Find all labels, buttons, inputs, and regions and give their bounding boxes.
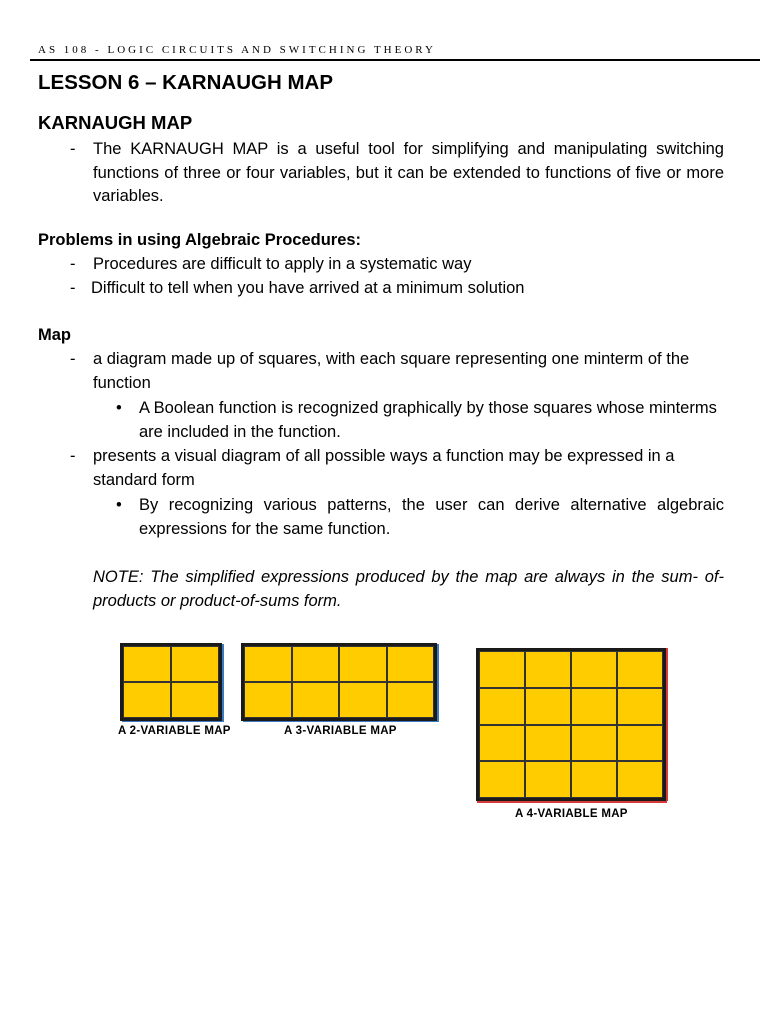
header-divider	[30, 59, 760, 61]
dash-marker: -	[70, 255, 76, 273]
problems-heading: Problems in using Algebraic Procedures:	[38, 231, 362, 249]
map-cell	[123, 646, 171, 682]
map-cell	[171, 646, 219, 682]
map-caption-3-variable: A 3-VARIABLE MAP	[284, 725, 397, 737]
map-cell	[525, 761, 571, 798]
map-cell	[479, 725, 525, 762]
four-variable-map	[476, 648, 666, 801]
map-cell	[479, 651, 525, 688]
section-title: KARNAUGH MAP	[38, 112, 193, 133]
lesson-title: LESSON 6 – KARNAUGH MAP	[38, 71, 334, 94]
note-paragraph: NOTE: The simplified expressions produced by the map are always in the sum- of-products or product-of-sums form.	[93, 568, 724, 610]
map-cell	[292, 682, 340, 718]
map-cell	[479, 761, 525, 798]
dash-marker: -	[70, 447, 76, 465]
three-variable-map	[241, 643, 437, 721]
map-cell	[339, 682, 387, 718]
map-cell	[339, 646, 387, 682]
map-cell	[571, 688, 617, 725]
map-cell	[525, 725, 571, 762]
map-cell	[617, 725, 663, 762]
map-cell	[387, 646, 435, 682]
bullet-marker: •	[116, 496, 122, 514]
bullet-marker: •	[116, 399, 122, 417]
map-cell	[617, 688, 663, 725]
map-cell	[571, 725, 617, 762]
map-cell	[617, 761, 663, 798]
course-header: AS 108 - LOGIC CIRCUITS AND SWITCHING THEORY	[38, 44, 436, 56]
map-caption-4-variable: A 4-VARIABLE MAP	[515, 808, 628, 820]
map-point-2: presents a visual diagram of all possible ways a function may be expressed in a standard form	[93, 447, 675, 489]
map-point-1-bullet: A Boolean function is recognized graphically by those squares whose minterms are included in the function.	[139, 399, 717, 441]
map-point-2-bullet: By recognizing various patterns, the user can derive alternative algebraic expressions for the same function.	[139, 496, 724, 538]
dash-marker: -	[70, 140, 76, 158]
map-point-1: a diagram made up of squares, with each square representing one minterm of the function	[93, 350, 690, 392]
map-caption-2-variable: A 2-VARIABLE MAP	[118, 725, 231, 737]
problem-item: Difficult to tell when you have arrived at a minimum solution	[91, 279, 525, 297]
map-cell	[123, 682, 171, 718]
map-cell	[479, 688, 525, 725]
map-cell	[571, 761, 617, 798]
intro-paragraph: The KARNAUGH MAP is a useful tool for simplifying and manipulating switching functions of three or four variables, but it can be extended to functions of five or more variables.	[93, 140, 724, 205]
map-cell	[171, 682, 219, 718]
map-cell	[292, 646, 340, 682]
map-heading: Map	[38, 326, 71, 344]
map-cell	[617, 651, 663, 688]
map-cell	[244, 682, 292, 718]
map-cell	[571, 651, 617, 688]
map-cell	[525, 688, 571, 725]
map-cell	[244, 646, 292, 682]
map-cell	[387, 682, 435, 718]
dash-marker: -	[70, 279, 76, 297]
two-variable-map	[120, 643, 222, 721]
problem-item: Procedures are difficult to apply in a systematic way	[93, 255, 472, 273]
dash-marker: -	[70, 350, 76, 368]
map-cell	[525, 651, 571, 688]
